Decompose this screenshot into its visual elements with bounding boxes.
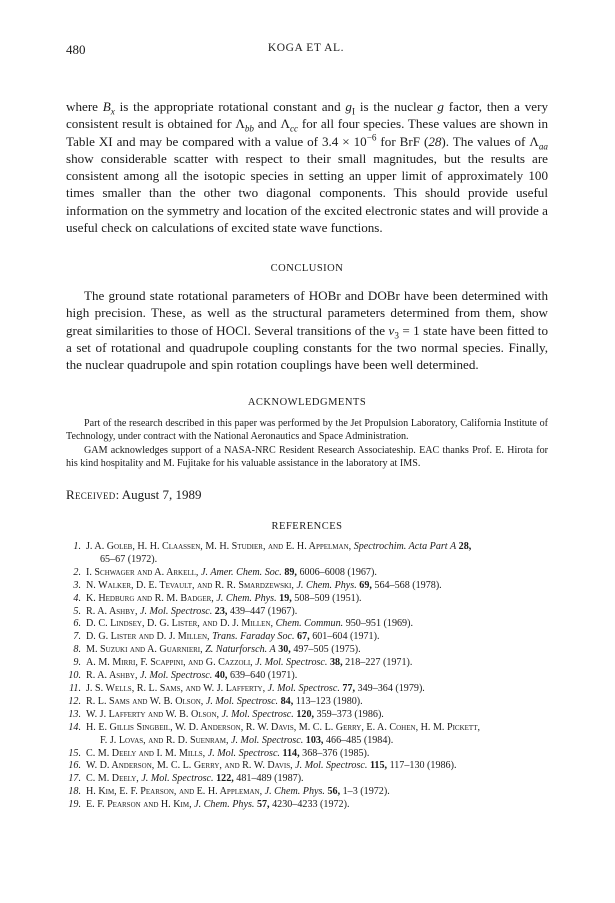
reference-authors: J. A. Goleb, H. H. Claassen, M. H. Studier, and E. H. Appelman, bbox=[86, 541, 352, 552]
reference-volume: 103, bbox=[305, 734, 324, 746]
reference-authors: I. Schwager and A. Arkell, bbox=[86, 566, 199, 578]
reference-journal: J. Chem. Phys. bbox=[264, 786, 325, 798]
paragraph-top: where $B_x$ is the appropriate rotational constant and $g_I$ is the nuclear g factor, then a very consistent result is obtained for $\Lambda_{bb}$ and $\Lambda_{cc}$ for all four species. These values are shown in Table XI and may be compared with a value of $3.4 \times 10^{-6}$ for BrF (28). The values of $\Lambda_{aa}$ show considerable scatter with respect to their small magnitudes, but the results are consistent among all the isotopic species in setting an upper limit of approximately 100 times smaller than the other two diagonal components. This should provide useful information on the symmetry and location of the excited electronic states and will provide a useful check on calculations of excited state wave functions. bbox=[66, 99, 548, 236]
received-label: Received bbox=[66, 487, 116, 502]
reference-pages: 218–227 (1971). bbox=[345, 657, 413, 669]
reference-number: 13. bbox=[68, 708, 81, 720]
reference-pages: 601–604 (1971). bbox=[312, 631, 380, 643]
reference-number: 8. bbox=[73, 644, 81, 656]
text-run: where bbox=[66, 99, 103, 114]
reference-number: 7. bbox=[73, 631, 81, 643]
reference-volume: 89, bbox=[284, 566, 297, 578]
reference-authors: R. A. Ashby, bbox=[86, 605, 138, 617]
ack-paragraph-2: GAM acknowledges support of a NASA-NRC Resident Research Associateship. EAC thanks Prof. E. Hirota for his kind hospitality and M. Fujitake for his valuable assistance in the laboratory at IMS. bbox=[66, 444, 548, 470]
reference-authors: K. Hedburg and R. M. Badger, bbox=[86, 592, 214, 604]
reference-item bbox=[66, 683, 552, 696]
reference-journal: J. Chem. Phys. bbox=[216, 592, 277, 604]
reference-item bbox=[66, 773, 552, 786]
conclusion-paragraph: The ground state rotational parameters of HOBr and DOBr have been determined with high precision. These, as well as the structural parameters determined from them, show great similarities to those of HOCl. Several transitions of the $v_3 = 1$ state have been fitted to a set of rotational and quadrupole coupling constants for the two normal species. Finally, the nuclear quadrupole and spin rotation couplings have been well determined. bbox=[66, 288, 548, 373]
reference-number: 11. bbox=[69, 682, 81, 694]
reference-authors: N. Walker, D. E. Tevault, and R. R. Smardzewski, bbox=[86, 579, 294, 591]
reference-pages: 117–130 (1986). bbox=[389, 760, 457, 772]
reference-journal: J. Mol. Spectrosc. bbox=[255, 657, 328, 669]
page-header bbox=[66, 42, 546, 58]
reference-authors: C. M. Deely and I. M. Mills, bbox=[86, 747, 206, 759]
reference-authors: W. D. Anderson, M. C. L. Gerry, and R. W. Davis, bbox=[86, 760, 293, 772]
text-run: ). The values of bbox=[441, 133, 530, 149]
reference-item bbox=[66, 748, 552, 761]
references-heading: REFERENCES bbox=[271, 521, 343, 532]
reference-number: 17. bbox=[68, 773, 81, 785]
reference-volume: 28, bbox=[458, 541, 472, 552]
reference-pages: 113–123 (1980). bbox=[295, 695, 363, 707]
reference-list bbox=[66, 541, 552, 812]
reference-number: 5. bbox=[73, 605, 81, 617]
reference-pages: 639–640 (1971). bbox=[229, 670, 298, 682]
reference-pages: 359–373 (1986). bbox=[316, 708, 384, 720]
reference-pages: 564–568 (1978). bbox=[374, 579, 442, 591]
reference-number: 1. bbox=[73, 541, 81, 552]
reference-item bbox=[66, 799, 552, 812]
reference-item bbox=[66, 541, 552, 567]
reference-number: 2. bbox=[73, 566, 81, 578]
reference-authors: H. E. Gillis Singbeil, W. D. Anderson, R. W. Davis, M. C. L. Gerry, E. A. Cohen, H. M. Pickett, bbox=[86, 721, 480, 733]
reference-pages: 481–489 (1987). bbox=[236, 773, 304, 785]
reference-journal: J. Mol. Spectrosc. bbox=[140, 670, 213, 682]
reference-number: 12. bbox=[68, 695, 81, 707]
reference-item bbox=[66, 606, 552, 619]
reference-pages: 950–951 (1969). bbox=[345, 618, 413, 630]
acknowledgments-heading: ACKNOWLEDGMENTS bbox=[247, 397, 367, 408]
reference-number: 15. bbox=[68, 747, 81, 759]
acknowledgments-text bbox=[66, 417, 548, 471]
reference-pages: 368–376 (1985). bbox=[302, 747, 370, 759]
text-run: is the nuclear bbox=[355, 99, 438, 114]
reference-journal: Z. Naturforsch. A bbox=[205, 644, 276, 656]
reference-authors: R. A. Ashby, bbox=[86, 670, 138, 682]
reference-volume: 56, bbox=[327, 786, 341, 798]
reference-item bbox=[66, 786, 552, 799]
reference-authors: A. M. Mirri, F. Scappini, and G. Cazzoli, bbox=[86, 657, 253, 669]
conclusion-heading: CONCLUSION bbox=[270, 263, 344, 274]
reference-number: 18. bbox=[68, 786, 81, 798]
text-run: The ground state rotational parameters of HOBr and DOBr have been determined with high precision. These, as well as the structural parameters determined from them, show great similarities to those of HOCl. Several transitions of the bbox=[66, 288, 548, 338]
reference-journal: J. Amer. Chem. Soc. bbox=[200, 566, 282, 578]
reference-authors: D. C. Lindsey, D. G. Lister, and D. J. Millen, bbox=[86, 618, 274, 630]
reference-authors: M. Suzuki and A. Guarnieri, bbox=[86, 644, 203, 656]
text-run: for BrF ( bbox=[376, 133, 429, 149]
reference-number: 6. bbox=[73, 618, 81, 630]
citation-28: 28 bbox=[428, 133, 442, 149]
text-run: factor, then a very consistent result is obtained for bbox=[66, 99, 548, 132]
reference-volume: 30, bbox=[278, 644, 291, 656]
reference-volume: 23, bbox=[214, 605, 228, 617]
reference-volume: 57, bbox=[256, 799, 270, 811]
reference-pages: 508–509 (1951). bbox=[294, 592, 362, 604]
reference-pages: 349–364 (1979). bbox=[357, 682, 425, 694]
reference-journal: J. Chem. Phys. bbox=[296, 579, 357, 591]
reference-pages: 6006–6008 (1967). bbox=[299, 566, 377, 578]
reference-journal: J. Mol. Spectrosc. bbox=[140, 605, 213, 617]
reference-journal: J. Chem. Phys. bbox=[194, 799, 255, 811]
text-run: = 1 state have been fitted to a set of rotational and quadrupole coupling constants for the two normal species. Finally, the nuclear quadrupole and spin rotation couplings have been well determined. bbox=[66, 322, 548, 373]
reference-volume: 38, bbox=[329, 657, 343, 669]
exponent: −6 bbox=[366, 132, 377, 143]
reference-volume: 67, bbox=[297, 631, 310, 643]
text-run: is the appropriate rotational constant and bbox=[114, 99, 346, 114]
reference-number: 19. bbox=[68, 799, 81, 811]
reference-authors: W. J. Lafferty and W. B. Olson, bbox=[86, 708, 220, 720]
reference-journal: J. Mol. Spectrosc. bbox=[295, 760, 368, 772]
received-value: : August 7, 1989 bbox=[115, 487, 202, 502]
reference-item bbox=[66, 567, 552, 580]
reference-journal: J. Mol. Spectrosc. bbox=[205, 695, 279, 707]
reference-volume: 114, bbox=[282, 747, 300, 759]
reference-volume: 120, bbox=[296, 708, 315, 720]
reference-continuation bbox=[86, 735, 552, 748]
reference-pages: 439–447 (1967). bbox=[229, 605, 298, 617]
reference-number: 10. bbox=[68, 670, 81, 682]
reference-pages: 4230–4233 (1972). bbox=[272, 799, 350, 811]
reference-item bbox=[66, 631, 552, 644]
reference-volume: 77, bbox=[342, 682, 356, 694]
reference-number: 9. bbox=[73, 657, 81, 669]
reference-journal: Spectrochim. Acta Part A bbox=[353, 541, 457, 552]
reference-item bbox=[66, 618, 552, 631]
reference-authors: H. Kim, E. F. Pearson, and E. H. Appleman, bbox=[86, 786, 263, 798]
reference-volume: 19, bbox=[279, 592, 292, 604]
reference-journal: J. Mol. Spectrosc. bbox=[207, 747, 280, 759]
reference-number: 14. bbox=[68, 721, 81, 733]
reference-pages: 1–3 (1972). bbox=[342, 786, 390, 798]
reference-journal: J. Mol. Spectrosc. bbox=[267, 682, 340, 694]
reference-item bbox=[66, 580, 552, 593]
text-run: show considerable scatter with respect to their small magnitudes, but the results are consistent among all the isotopic species in setting an upper limit of approximately 100 times smaller than the other two diagonal components. This should provide useful information on the symmetry and location of the excited electronic states and will provide a useful check on calculations of excited state wave functions. bbox=[66, 150, 548, 236]
reference-pages: 497–505 (1975). bbox=[293, 644, 361, 656]
reference-number: 3. bbox=[73, 579, 81, 591]
reference-number: 16. bbox=[68, 760, 81, 772]
reference-item bbox=[66, 760, 552, 773]
reference-authors: C. M. Deely, bbox=[86, 773, 139, 785]
reference-pages: 466–485 (1984). bbox=[325, 734, 394, 746]
reference-item bbox=[66, 657, 552, 670]
reference-authors: F. J. Lovas, and R. D. Suenram, bbox=[100, 734, 229, 746]
text-run: for all four species. These values are shown in Table XI and may be compared with a value of 3.4 × 10 bbox=[66, 116, 548, 149]
reference-item bbox=[66, 696, 552, 709]
reference-authors: R. L. Sams and W. B. Olson, bbox=[86, 695, 204, 707]
received-date bbox=[66, 487, 202, 503]
reference-item bbox=[66, 670, 552, 683]
reference-item bbox=[66, 709, 552, 722]
reference-authors: D. G. Lister and D. J. Millen, bbox=[86, 631, 210, 643]
reference-journal: J. Mol. Spectrosc. bbox=[141, 773, 214, 785]
text-run: and bbox=[254, 116, 281, 132]
running-title: KOGA ET AL. bbox=[267, 42, 345, 54]
ack-paragraph-1: Part of the research described in this paper was performed by the Jet Propulsion Laboratory, California Institute of Technology, under contract with the National Aeronautics and Space Administration. bbox=[66, 418, 548, 443]
reference-number: 4. bbox=[73, 592, 81, 604]
reference-item bbox=[66, 644, 552, 657]
reference-item bbox=[66, 593, 552, 606]
reference-journal: J. Mol. Spectrosc. bbox=[221, 708, 294, 720]
reference-authors: J. S. Wells, R. L. Sams, and W. J. Lafferty, bbox=[86, 682, 266, 694]
reference-volume: 115, bbox=[369, 760, 388, 772]
reference-journal: Chem. Commun. bbox=[275, 618, 344, 630]
reference-volume: 122, bbox=[216, 773, 234, 785]
reference-journal: Trans. Faraday Soc. bbox=[212, 631, 295, 643]
reference-journal: J. Mol. Spectrosc. bbox=[231, 734, 304, 746]
reference-volume: 69, bbox=[359, 579, 372, 591]
reference-item bbox=[66, 722, 552, 748]
page-number: 480 bbox=[66, 42, 86, 57]
reference-authors: E. F. Pearson and H. Kim, bbox=[86, 799, 192, 811]
reference-volume: 40, bbox=[214, 670, 228, 682]
reference-continuation: 65–67 (1972). bbox=[100, 553, 158, 565]
reference-volume: 84, bbox=[280, 695, 294, 707]
